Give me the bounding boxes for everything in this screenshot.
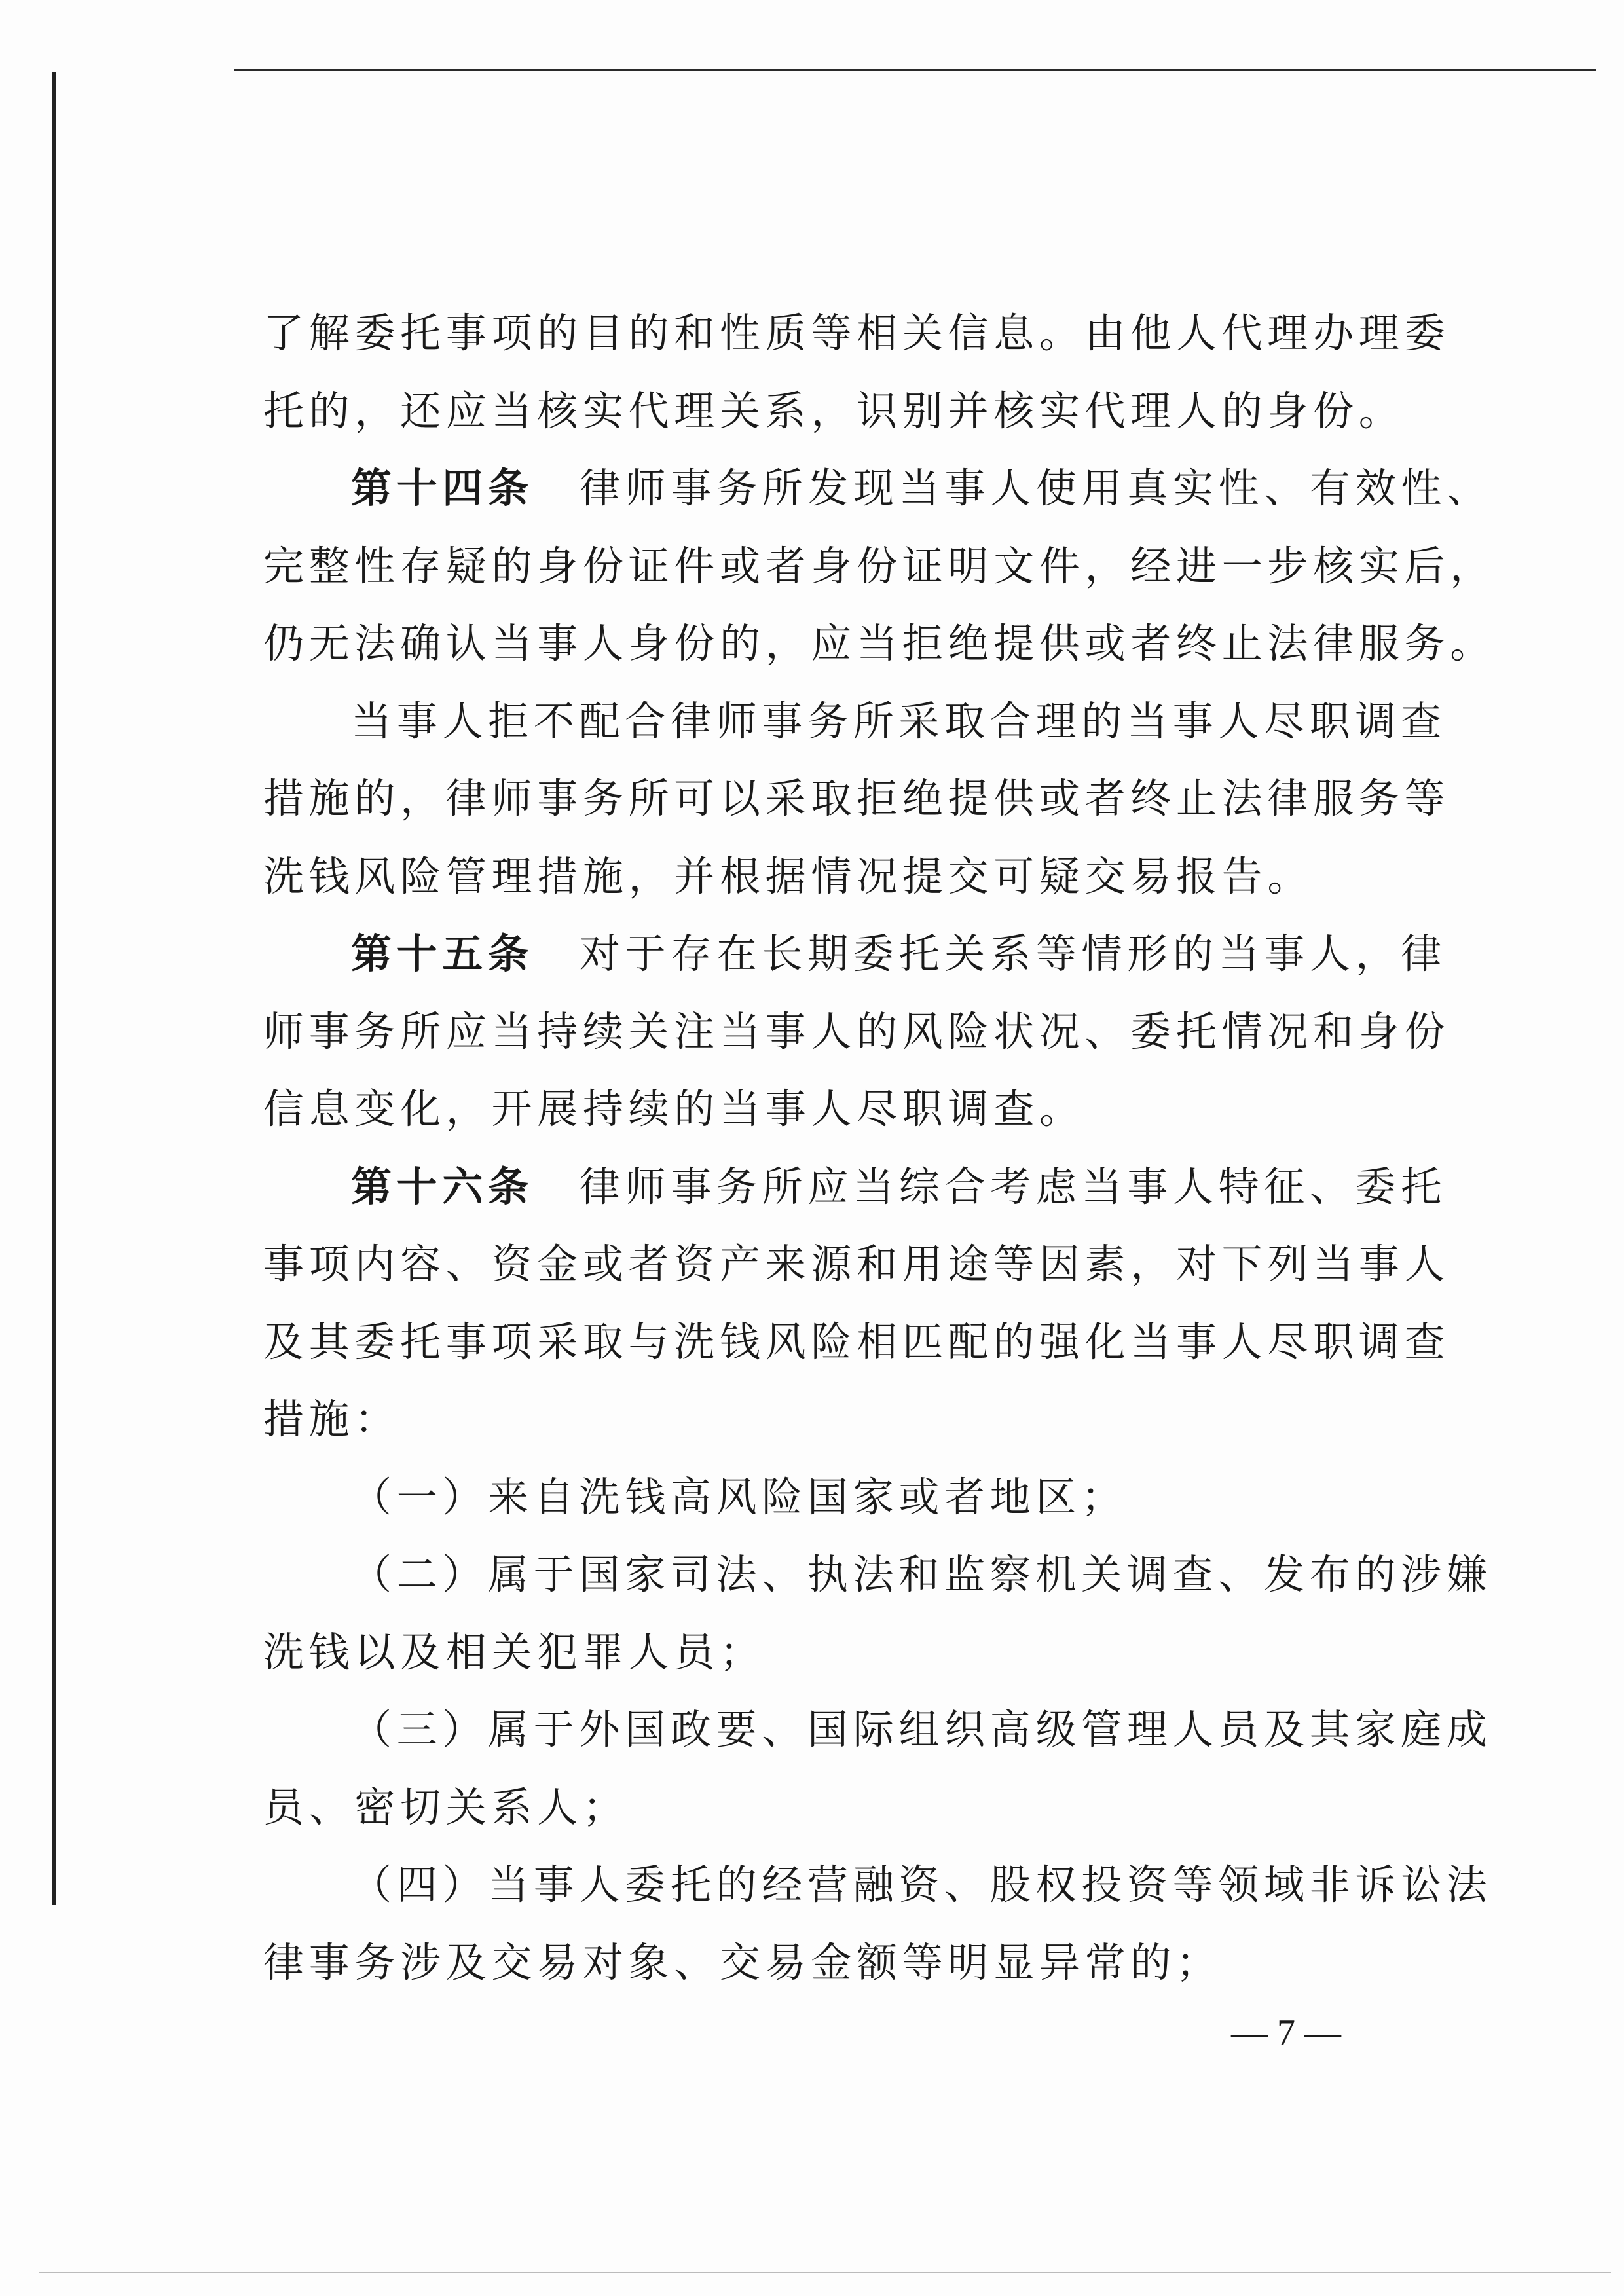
scan-bottom-edge: [39, 2272, 1611, 2273]
line-text: 律师事务所应当综合考虑当事人特征、委托: [579, 1163, 1447, 1211]
scan-edge-line: [52, 72, 56, 1905]
article-heading: 第十六条: [351, 1163, 534, 1211]
article-heading: 第十四条: [351, 464, 534, 512]
line-text: 措施：: [263, 1395, 401, 1443]
line-text: 了解委托事项的目的和性质等相关信息。由他人代理办理委: [263, 309, 1450, 357]
header-rule: [234, 69, 1596, 71]
line-text: 当事人拒不配合律师事务所采取合理的当事人尽职调查: [351, 697, 1447, 745]
list-item: [351, 1859, 1492, 1911]
paragraph-line: [263, 773, 1450, 825]
line-text: （四）当事人委托的经营融资、股权投资等领域非诉讼法: [351, 1861, 1492, 1908]
paragraph-line: [263, 307, 1450, 359]
page-number: — 7 —: [1231, 2013, 1341, 2053]
paragraph-line: [263, 850, 1313, 903]
paragraph-line: [263, 1083, 1085, 1135]
line-text: 完整性存疑的身份证件或者身份证明文件，经进一步核实后，: [263, 542, 1496, 590]
line-text: 律师事务所发现当事人使用真实性、有效性、: [579, 464, 1492, 512]
line-text: 洗钱以及相关犯罪人员；: [263, 1628, 766, 1676]
line-text: 信息变化，开展持续的当事人尽职调查。: [263, 1085, 1085, 1133]
article-16-line: [351, 1161, 1447, 1213]
article-heading: 第十五条: [351, 930, 534, 977]
paragraph-line: [263, 385, 1405, 437]
line-text: 员、密切关系人；: [263, 1783, 629, 1831]
line-text: 及其委托事项采取与洗钱风险相匹配的强化当事人尽职调查: [263, 1318, 1450, 1366]
paragraph-line: [263, 1781, 629, 1834]
list-item: [351, 1704, 1492, 1756]
paragraph-line: [263, 1238, 1450, 1290]
paragraph-line: [351, 695, 1447, 748]
paragraph-line: [263, 1393, 400, 1446]
article-15-line: [351, 928, 1447, 980]
line-text: 措施的，律师事务所可以采取拒绝提供或者终止法律服务等: [263, 774, 1450, 822]
line-text: 托的，还应当核实代理关系，识别并核实代理人的身份。: [263, 387, 1405, 435]
line-text: 师事务所应当持续关注当事人的风险状况、委托情况和身份: [263, 1008, 1450, 1055]
line-text: 事项内容、资金或者资产来源和用途等因素，对下列当事人: [263, 1240, 1450, 1288]
list-item: [351, 1548, 1492, 1601]
list-item: [351, 1471, 1127, 1523]
paragraph-line: [263, 540, 1496, 592]
line-text: 仍无法确认当事人身份的，应当拒绝提供或者终止法律服务。: [263, 619, 1496, 667]
line-text: （二）属于国家司法、执法和监察机关调查、发布的涉嫌: [351, 1550, 1492, 1598]
line-text: 洗钱风险管理措施，并根据情况提交可疑交易报告。: [263, 852, 1314, 900]
paragraph-line: [263, 617, 1496, 670]
line-text: 律事务涉及交易对象、交易金额等明显异常的；: [263, 1939, 1222, 1986]
paragraph-line: [263, 1937, 1222, 1989]
line-text: （三）属于外国政要、国际组织高级管理人员及其家庭成: [351, 1705, 1492, 1753]
paragraph-line: [263, 1316, 1450, 1368]
line-text: （一）来自洗钱高风险国家或者地区；: [351, 1473, 1127, 1521]
paragraph-line: [263, 1626, 766, 1679]
paragraph-line: [263, 1006, 1450, 1058]
article-14-line: [351, 462, 1492, 515]
line-text: 对于存在长期委托关系等情形的当事人，律: [579, 930, 1447, 977]
